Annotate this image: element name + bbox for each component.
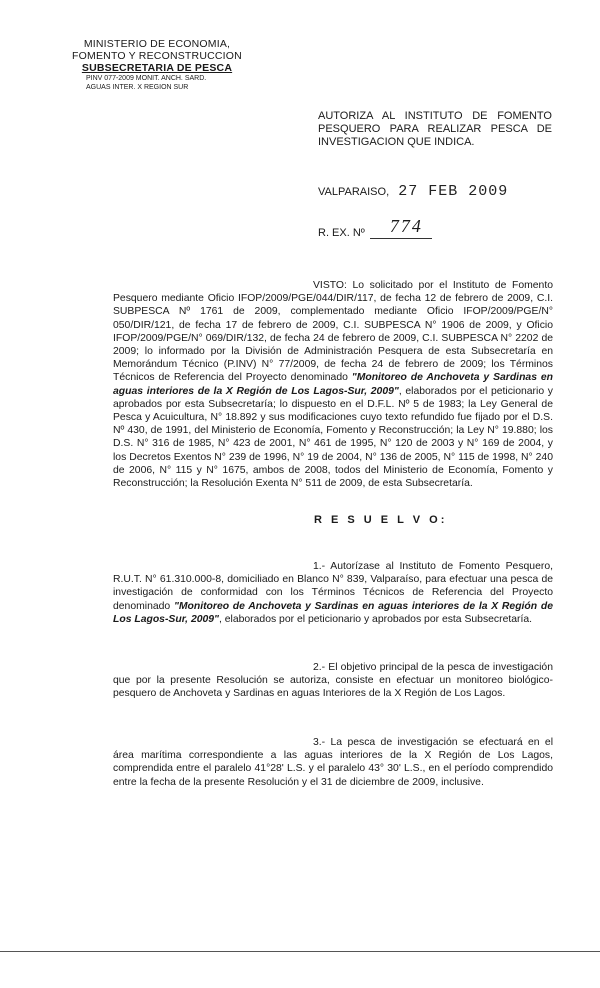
article-3-lead: 3.- La pesca de investigación se efectuará en el: [313, 737, 553, 748]
letterhead: [72, 38, 242, 92]
article-3: [113, 736, 553, 789]
project-title: "Monitoreo de Anchoveta y Sardinas en aguas interiores de la X Región de Los Lagos-Sur, 2009": [113, 372, 553, 397]
place-and-date: [318, 183, 508, 200]
visto-paragraph: [113, 279, 553, 490]
visto-text: VISTO: Lo solicitado por el Instituto de Fomento Pesquero mediante Oficio IFOP/2009/PGE/044/DIR/117, de fecha 12 de febrero de 2009, C.I. SUBPESCA Nº 1761 de 2009, complementado mediante Oficio IFOP/2009/PGE/N° 050/DIR/121, de fecha 17 de febrero de 2009, C.I. SUBPESCA N° 1906 de 2009, y Oficio IFOP/2009/PGE/N° 069/DIR/132, de fecha 24 de febrero de 2009, C.I. SUBPESCA N° 2202 de 2009; lo informado por la División de Administración Pesquera de esta Subsecretaría en Memorándum Técnico (P.INV) N° 77/2009, de fecha 24 de febrero de 2009; los Términos Técnicos de Referencia del Proyecto denominado: [113, 280, 553, 384]
article-2: [113, 661, 553, 701]
page-bottom-rule: [0, 951, 600, 952]
ministry-name-line2: FOMENTO Y RECONSTRUCCION: [72, 50, 242, 62]
reference-code-line1: PINV 077-2009 MONIT. ANCH. SARD.: [86, 75, 207, 82]
article-1-tail: , elaborados por el peticionario y aprobados por esta Subsecretaría.: [218, 613, 533, 625]
reference-code-line2: AGUAS INTER. X REGION SUR: [86, 84, 189, 91]
article-1: [113, 560, 553, 626]
resolution-number: [318, 216, 432, 239]
visto-indent: [113, 280, 313, 291]
rex-number-line: [370, 216, 432, 239]
resolution-subject: AUTORIZA AL INSTITUTO DE FOMENTO PESQUERO PARA REALIZAR PESCA DE INVESTIGACION QUE INDICA.: [318, 110, 552, 148]
article-1-text: R.U.T. N° 61.310.000-8, domiciliado en Blanco N° 839, Valparaíso, para efectuar una pesca de investigación de conformidad con los Términos Técnicos de Referencia del Proyecto denominado: [113, 574, 553, 612]
article-1-indent: [113, 561, 313, 572]
article-2-lead: 2.- El objetivo principal de la pesca de: [313, 662, 490, 673]
article-1-lead: 1.- Autorízase al Instituto de Fomento Pesquero,: [313, 561, 553, 572]
rex-label: R. EX. Nº: [318, 227, 365, 239]
article-2-text: investigación que por la presente Resolución se autoriza, consiste en efectuar un monitoreo biológico-pesquero de Anchoveta y Sardinas en aguas Interiores de la X Región de Los Lagos.: [113, 662, 553, 700]
place-label: VALPARAISO,: [318, 186, 390, 198]
article-3-indent: [113, 737, 313, 748]
ministry-name-line1: MINISTERIO DE ECONOMIA,: [83, 38, 231, 50]
visto-text-continued: , elaborados por el peticionario y aprobados por esta Subsecretaría; lo dispuesto en el D.F.L. Nº 5 de 1983; la Ley General de Pesca y Acuicultura, N° 18.892 y sus modificaciones cuyo texto refundido fue fijado por el D.S. Nº 430, de 1991, del Ministerio de Economía, Fomento y Reconstrucción; la Ley N° 19.880; los D.S. N° 316 de 1985, N° 423 de 2001, N° 461 de 1995, N° 120 de 2003 y N° 169 de 2004, y los Decretos Exentos N° 239 de 1996, N° 19 de 2004, N° 136 de 2005, N° 115 de 1998, N° 240 de 2006, N° 115 y N° 1675, ambos de 2008, todos del Ministerio de Economía, Fomento y Reconstrucción; la Resolución Exenta N° 511 de 2009, de esta Subsecretaría.: [113, 385, 553, 490]
resuelvo-heading: R E S U E L V O:: [314, 514, 448, 526]
article-2-indent: [113, 662, 313, 673]
subsecretaria-name: SUBSECRETARIA DE PESCA: [81, 62, 233, 74]
date-stamp: 27 FEB 2009: [398, 183, 509, 200]
article-1-project-title: "Monitoreo de Anchoveta y Sardinas en aguas interiores de la X Región de Los Lagos-Sur, 2009": [113, 600, 553, 625]
rex-number: 774: [389, 216, 423, 236]
article-3-text: área marítima correspondiente a las aguas interiores de la X Región de Los Lagos, comprendida entre el paralelo 41°28' L.S. y el paralelo 43° 30' L.S., en el período comprendido entre la fecha de la presente Resolución y el 31 de diciembre de 2009, inclusive.: [113, 750, 553, 788]
